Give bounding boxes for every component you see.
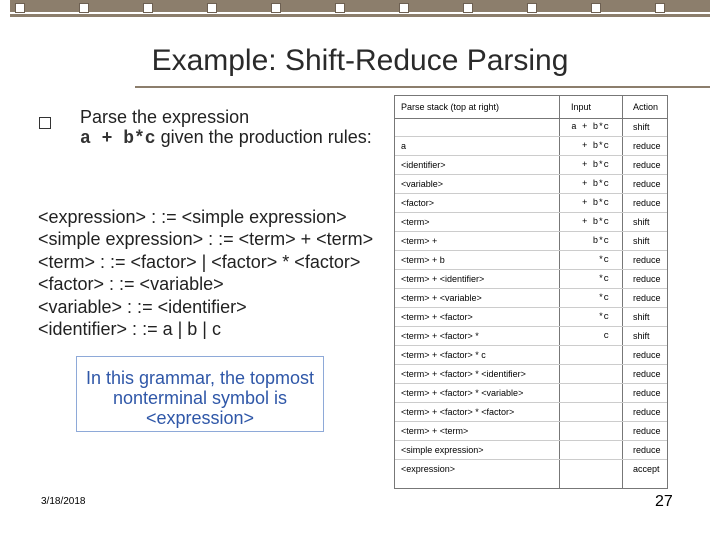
input-cell: + b*c [581,160,609,170]
grammar-rule: <term> : := <factor> | <factor> * <factor> [38,251,361,272]
stack-cell: <term> + <factor> [401,312,473,322]
input-cell: + b*c [581,198,609,208]
input-cell: c [603,331,609,341]
row-divider [395,155,667,156]
header-input: Input [571,102,592,112]
header-action: Action [633,102,659,112]
top-frame [10,0,710,12]
row-divider [395,421,667,422]
stack-cell: <term> + <factor> * [401,331,479,341]
input-cell: *c [598,293,609,303]
bullet-code: a + b*c [80,129,156,149]
input-cell: a + b*c [571,122,609,132]
row-divider [395,136,667,137]
row-divider [395,402,667,403]
frame-square [463,3,473,13]
input-cell: + b*c [581,141,609,151]
grammar-rule: <factor> : := <variable> [38,274,224,295]
action-cell: reduce [633,407,661,417]
header-stack: Parse stack (top at right) [401,102,500,112]
row-divider [395,440,667,441]
slide-title: Example: Shift-Reduce Parsing [151,44,569,77]
stack-cell: <term> + <factor> * <identifier> [401,369,526,379]
row-divider [395,174,667,175]
stack-cell: <factor> [401,198,435,208]
frame-square [207,3,217,13]
slide-date: 3/18/2018 [41,496,86,507]
bullet-suffix: given the production rules: [160,127,372,147]
frame-square [399,3,409,13]
page-number: 27 [655,493,673,510]
action-cell: shift [633,217,650,227]
stack-cell: <term> + <term> [401,426,469,436]
stack-cell: <term> [401,217,430,227]
action-cell: shift [633,122,650,132]
header-divider [395,118,667,119]
action-cell: accept [633,464,660,474]
stack-cell: <expression> [401,464,456,474]
action-cell: reduce [633,369,661,379]
row-divider [395,231,667,232]
stack-cell: <term> + <identifier> [401,274,485,284]
row-divider [395,383,667,384]
stack-cell: <term> + <variable> [401,293,482,303]
action-cell: reduce [633,198,661,208]
grammar-rule: <simple expression> : := <term> + <term> [38,229,374,250]
grammar-rule: <expression> : := <simple expression> [38,207,347,227]
stack-cell: <term> + <factor> * <factor> [401,407,515,417]
row-divider [395,288,667,289]
stack-cell: <variable> [401,179,444,189]
stack-cell: <simple expression> [401,445,484,455]
row-divider [395,326,667,327]
stack-cell: <identifier> [401,160,446,170]
grammar-rule: <variable> : := <identifier> [38,296,247,317]
frame-square [591,3,601,13]
action-cell: reduce [633,141,661,151]
stack-cell: <term> + b [401,255,445,265]
action-cell: reduce [633,160,661,170]
action-cell: reduce [633,179,661,189]
bullet-square-icon [39,117,51,129]
frame-square [527,3,537,13]
row-divider [395,307,667,308]
action-cell: reduce [633,274,661,284]
input-cell: *c [598,255,609,265]
action-cell: reduce [633,445,661,455]
row-divider [395,364,667,365]
row-divider [395,212,667,213]
input-cell: *c [598,274,609,284]
input-cell: + b*c [581,217,609,227]
action-cell: reduce [633,388,661,398]
stack-cell: <term> + [401,236,438,246]
row-divider [395,250,667,251]
bullet-text [80,107,380,149]
frame-square [15,3,25,13]
frame-line [10,14,710,17]
action-cell: shift [633,236,650,246]
bullet-prefix: Parse the expression [80,107,250,127]
frame-square [143,3,153,13]
row-divider [395,269,667,270]
stack-cell: <term> + <factor> * c [401,350,486,360]
action-cell: reduce [633,293,661,303]
row-divider [395,459,667,460]
input-cell: b*c [592,236,609,246]
frame-square [271,3,281,13]
action-cell: reduce [633,350,661,360]
frame-square [79,3,89,13]
frame-square [335,3,345,13]
input-cell: + b*c [581,179,609,189]
parse-table [394,95,668,489]
input-cell: *c [598,312,609,322]
stack-cell: a [401,141,407,151]
action-cell: reduce [633,255,661,265]
stack-cell: <term> + <factor> * <variable> [401,388,524,398]
grammar-rules [38,206,373,340]
action-cell: shift [633,312,650,322]
action-cell: reduce [633,426,661,436]
row-divider [395,193,667,194]
grammar-rule: <identifier> : := a | b | c [38,319,221,340]
action-cell: shift [633,331,650,341]
title-divider [135,86,710,88]
row-divider [395,345,667,346]
frame-square [655,3,665,13]
note-box: In this grammar, the topmost nonterminal symbol is <expression> [76,356,324,432]
